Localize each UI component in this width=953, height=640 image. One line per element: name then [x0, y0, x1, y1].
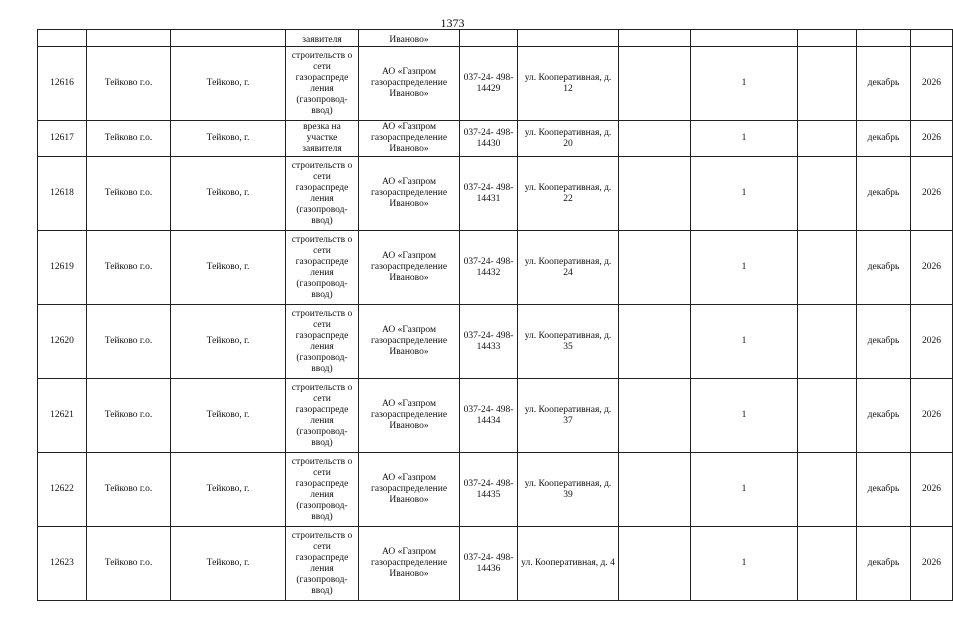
- cell-empty: [798, 379, 857, 453]
- cell-month: декабрь: [857, 157, 911, 231]
- cell-city: Тейково, г.: [171, 157, 286, 231]
- cell-year: 2026: [911, 379, 953, 453]
- cell-org: АО «Газпром газораспределение Иваново»: [359, 305, 460, 379]
- cell-org: Иваново»: [359, 30, 460, 47]
- cell-year: 2026: [911, 47, 953, 121]
- cell-empty: [798, 527, 857, 601]
- cell-type: строительств о сети газораспреде ления (газопровод- ввод): [286, 157, 359, 231]
- cell-district: Тейково г.о.: [87, 527, 171, 601]
- cell-year: 2026: [911, 527, 953, 601]
- cell-city: Тейково, г.: [171, 305, 286, 379]
- cell-district: Тейково г.о.: [87, 157, 171, 231]
- cell-address: ул. Кооперативная, д. 20: [518, 121, 619, 157]
- cell-address: ул. Кооперативная, д. 24: [518, 231, 619, 305]
- cell-code: 037-24- 498-14435: [460, 453, 518, 527]
- cell-count: 1: [691, 231, 798, 305]
- cell-month: декабрь: [857, 47, 911, 121]
- cell-empty: [619, 121, 691, 157]
- cell-month: декабрь: [857, 121, 911, 157]
- cell-code: 037-24- 498-14429: [460, 47, 518, 121]
- cell-code: 037-24- 498-14431: [460, 157, 518, 231]
- cell-id: 12621: [38, 379, 87, 453]
- cell-month: декабрь: [857, 453, 911, 527]
- cell-code: 037-24- 498-14433: [460, 305, 518, 379]
- cell-type: строительств о сети газораспреде ления (газопровод- ввод): [286, 453, 359, 527]
- cell-count: 1: [691, 379, 798, 453]
- table-row: [38, 305, 953, 379]
- cell-id: 12616: [38, 47, 87, 121]
- cell-district: Тейково г.о.: [87, 47, 171, 121]
- cell-address: ул. Кооперативная, д. 35: [518, 305, 619, 379]
- cell-code: 037-24- 498-14436: [460, 527, 518, 601]
- cell-type: строительств о сети газораспреде ления (газопровод- ввод): [286, 527, 359, 601]
- cell-type: врезка на участке заявителя: [286, 121, 359, 157]
- cell-year: 2026: [911, 121, 953, 157]
- cell-id: 12622: [38, 453, 87, 527]
- cell-code: 037-24- 498-14430: [460, 121, 518, 157]
- cell-org: АО «Газпром газораспределение Иваново»: [359, 527, 460, 601]
- table-row: [38, 453, 953, 527]
- cell-city: Тейково, г.: [171, 527, 286, 601]
- cell-empty: [619, 527, 691, 601]
- data-table: [37, 29, 953, 601]
- cell-empty: [798, 231, 857, 305]
- cell-count: 1: [691, 305, 798, 379]
- cell-org: АО «Газпром газораспределение Иваново»: [359, 453, 460, 527]
- cell-district: Тейково г.о.: [87, 305, 171, 379]
- cell-city: Тейково, г.: [171, 231, 286, 305]
- cell-district: Тейково г.о.: [87, 121, 171, 157]
- cell-id: 12620: [38, 305, 87, 379]
- table-row: [38, 121, 953, 157]
- cell-city: Тейково, г.: [171, 47, 286, 121]
- cell-year: 2026: [911, 453, 953, 527]
- cell-empty: [798, 121, 857, 157]
- cell-empty: [619, 231, 691, 305]
- cell-district: Тейково г.о.: [87, 379, 171, 453]
- cell-year: 2026: [911, 305, 953, 379]
- cell-id: 12619: [38, 231, 87, 305]
- cell-type: заявителя: [286, 30, 359, 47]
- cell-month: декабрь: [857, 379, 911, 453]
- cell-count: 1: [691, 121, 798, 157]
- cell-month: декабрь: [857, 231, 911, 305]
- cell-city: Тейково, г.: [171, 453, 286, 527]
- table-row: [38, 231, 953, 305]
- cell-type: строительств о сети газораспреде ления (газопровод- ввод): [286, 305, 359, 379]
- cell-empty: [619, 305, 691, 379]
- cell-type: строительств о сети газораспреде ления (газопровод- ввод): [286, 379, 359, 453]
- table-row: [38, 47, 953, 121]
- cell-empty: [798, 157, 857, 231]
- cell-org: АО «Газпром газораспределение Иваново»: [359, 379, 460, 453]
- table-row: [38, 157, 953, 231]
- cell-address: ул. Кооперативная, д. 12: [518, 47, 619, 121]
- cell-id: 12623: [38, 527, 87, 601]
- cell-id: 12617: [38, 121, 87, 157]
- cell-org: АО «Газпром газораспределение Иваново»: [359, 47, 460, 121]
- cell-city: Тейково, г.: [171, 379, 286, 453]
- cell-count: 1: [691, 47, 798, 121]
- cell-count: 1: [691, 527, 798, 601]
- cell-org: АО «Газпром газораспределение Иваново»: [359, 121, 460, 157]
- cell-month: декабрь: [857, 305, 911, 379]
- cell-code: 037-24- 498-14434: [460, 379, 518, 453]
- cell-year: 2026: [911, 231, 953, 305]
- cell-type: строительств о сети газораспреде ления (газопровод- ввод): [286, 47, 359, 121]
- cell-address: ул. Кооперативная, д. 39: [518, 453, 619, 527]
- cell-district: Тейково г.о.: [87, 453, 171, 527]
- cell-month: декабрь: [857, 527, 911, 601]
- cell-type: строительств о сети газораспреде ления (газопровод- ввод): [286, 231, 359, 305]
- cell-empty: [619, 47, 691, 121]
- cell-empty: [619, 379, 691, 453]
- cell-count: 1: [691, 453, 798, 527]
- table-row: [38, 379, 953, 453]
- cell-address: ул. Кооперативная, д. 4: [518, 527, 619, 601]
- cell-code: 037-24- 498-14432: [460, 231, 518, 305]
- table-row-continued: [38, 30, 953, 47]
- page-number: 1373: [440, 16, 465, 30]
- table-row: [38, 527, 953, 601]
- cell-address: ул. Кооперативная, д. 37: [518, 379, 619, 453]
- cell-org: АО «Газпром газораспределение Иваново»: [359, 157, 460, 231]
- cell-empty: [619, 157, 691, 231]
- cell-district: Тейково г.о.: [87, 231, 171, 305]
- cell-empty: [798, 453, 857, 527]
- cell-city: Тейково, г.: [171, 121, 286, 157]
- cell-empty: [798, 305, 857, 379]
- cell-count: 1: [691, 157, 798, 231]
- cell-empty: [798, 47, 857, 121]
- cell-org: АО «Газпром газораспределение Иваново»: [359, 231, 460, 305]
- cell-id: 12618: [38, 157, 87, 231]
- cell-year: 2026: [911, 157, 953, 231]
- cell-address: ул. Кооперативная, д. 22: [518, 157, 619, 231]
- cell-empty: [619, 453, 691, 527]
